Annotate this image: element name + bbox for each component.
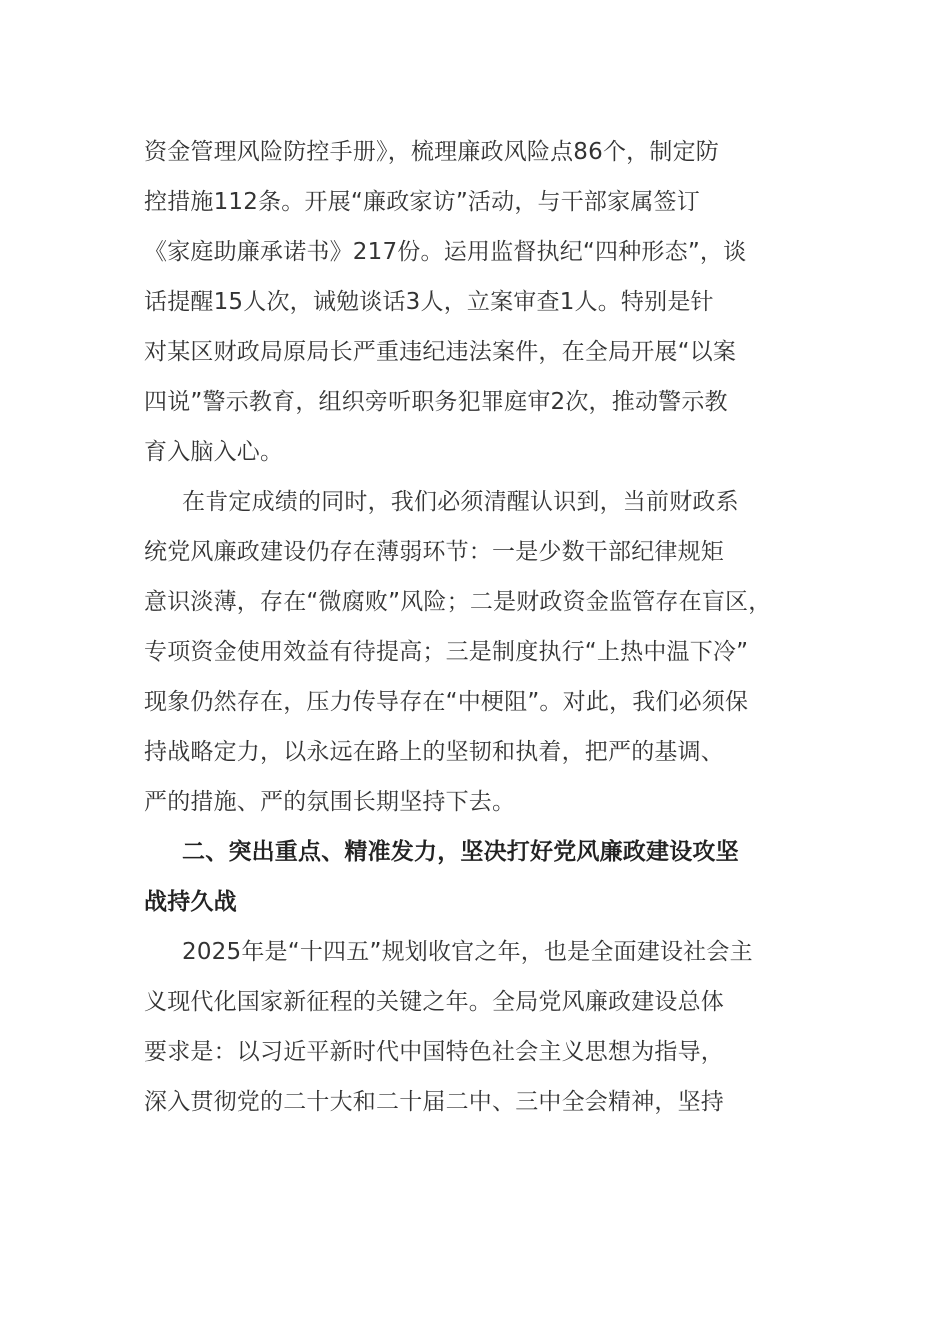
paragraph-line: 统党风廉政建设仍存在薄弱环节：一是少数干部纪律规矩: [144, 539, 724, 565]
paragraph-line: 四说”警示教育，组织旁听职务犯罪庭审2次，推动警示教: [144, 389, 728, 415]
paragraph-line: 2025年是“十四五”规划收官之年，也是全面建设社会主: [182, 939, 753, 965]
paragraph-line: 要求是：以习近平新时代中国特色社会主义思想为指导，: [144, 1039, 724, 1065]
paragraph-line: 严的措施、严的氛围长期坚持下去。: [144, 789, 516, 815]
paragraph-line: 控措施112条。开展“廉政家访”活动，与干部家属签订: [144, 189, 700, 215]
body-text: [144, 127, 834, 1127]
paragraph-line: 义现代化国家新征程的关键之年。全局党风廉政建设总体: [144, 989, 724, 1015]
paragraph-line: 资金管理风险防控手册》，梳理廉政风险点86个，制定防: [144, 139, 719, 165]
paragraph-line: 育入脑入心。: [144, 439, 284, 465]
paragraph-line: 《家庭助廉承诺书》217份。运用监督执纪“四种形态”，谈: [144, 239, 747, 265]
section-heading: 战持久战: [144, 889, 237, 915]
paragraph-line: 专项资金使用效益有待提高；三是制度执行“上热中温下冷”: [144, 639, 749, 665]
paragraph-line: 现象仍然存在，压力传导存在“中梗阻”。对此，我们必须保: [144, 689, 749, 715]
paragraph-line: 深入贯彻党的二十大和二十届二中、三中全会精神，坚持: [144, 1089, 724, 1115]
paragraph-line: 对某区财政局原局长严重违纪违法案件，在全局开展“以案: [144, 339, 737, 365]
paragraph-line: 意识淡薄，存在“微腐败”风险；二是财政资金监管存在盲区，: [144, 589, 772, 615]
paragraph-line: 话提醒15人次，诫勉谈话3人，立案审查1人。特别是针: [144, 289, 714, 315]
paragraph-line: 持战略定力，以永远在路上的坚韧和执着，把严的基调、: [144, 739, 724, 765]
section-heading: 二、突出重点、精准发力，坚决打好党风廉政建设攻坚: [182, 839, 739, 865]
paragraph-line: 在肯定成绩的同时，我们必须清醒认识到，当前财政系: [182, 489, 739, 515]
